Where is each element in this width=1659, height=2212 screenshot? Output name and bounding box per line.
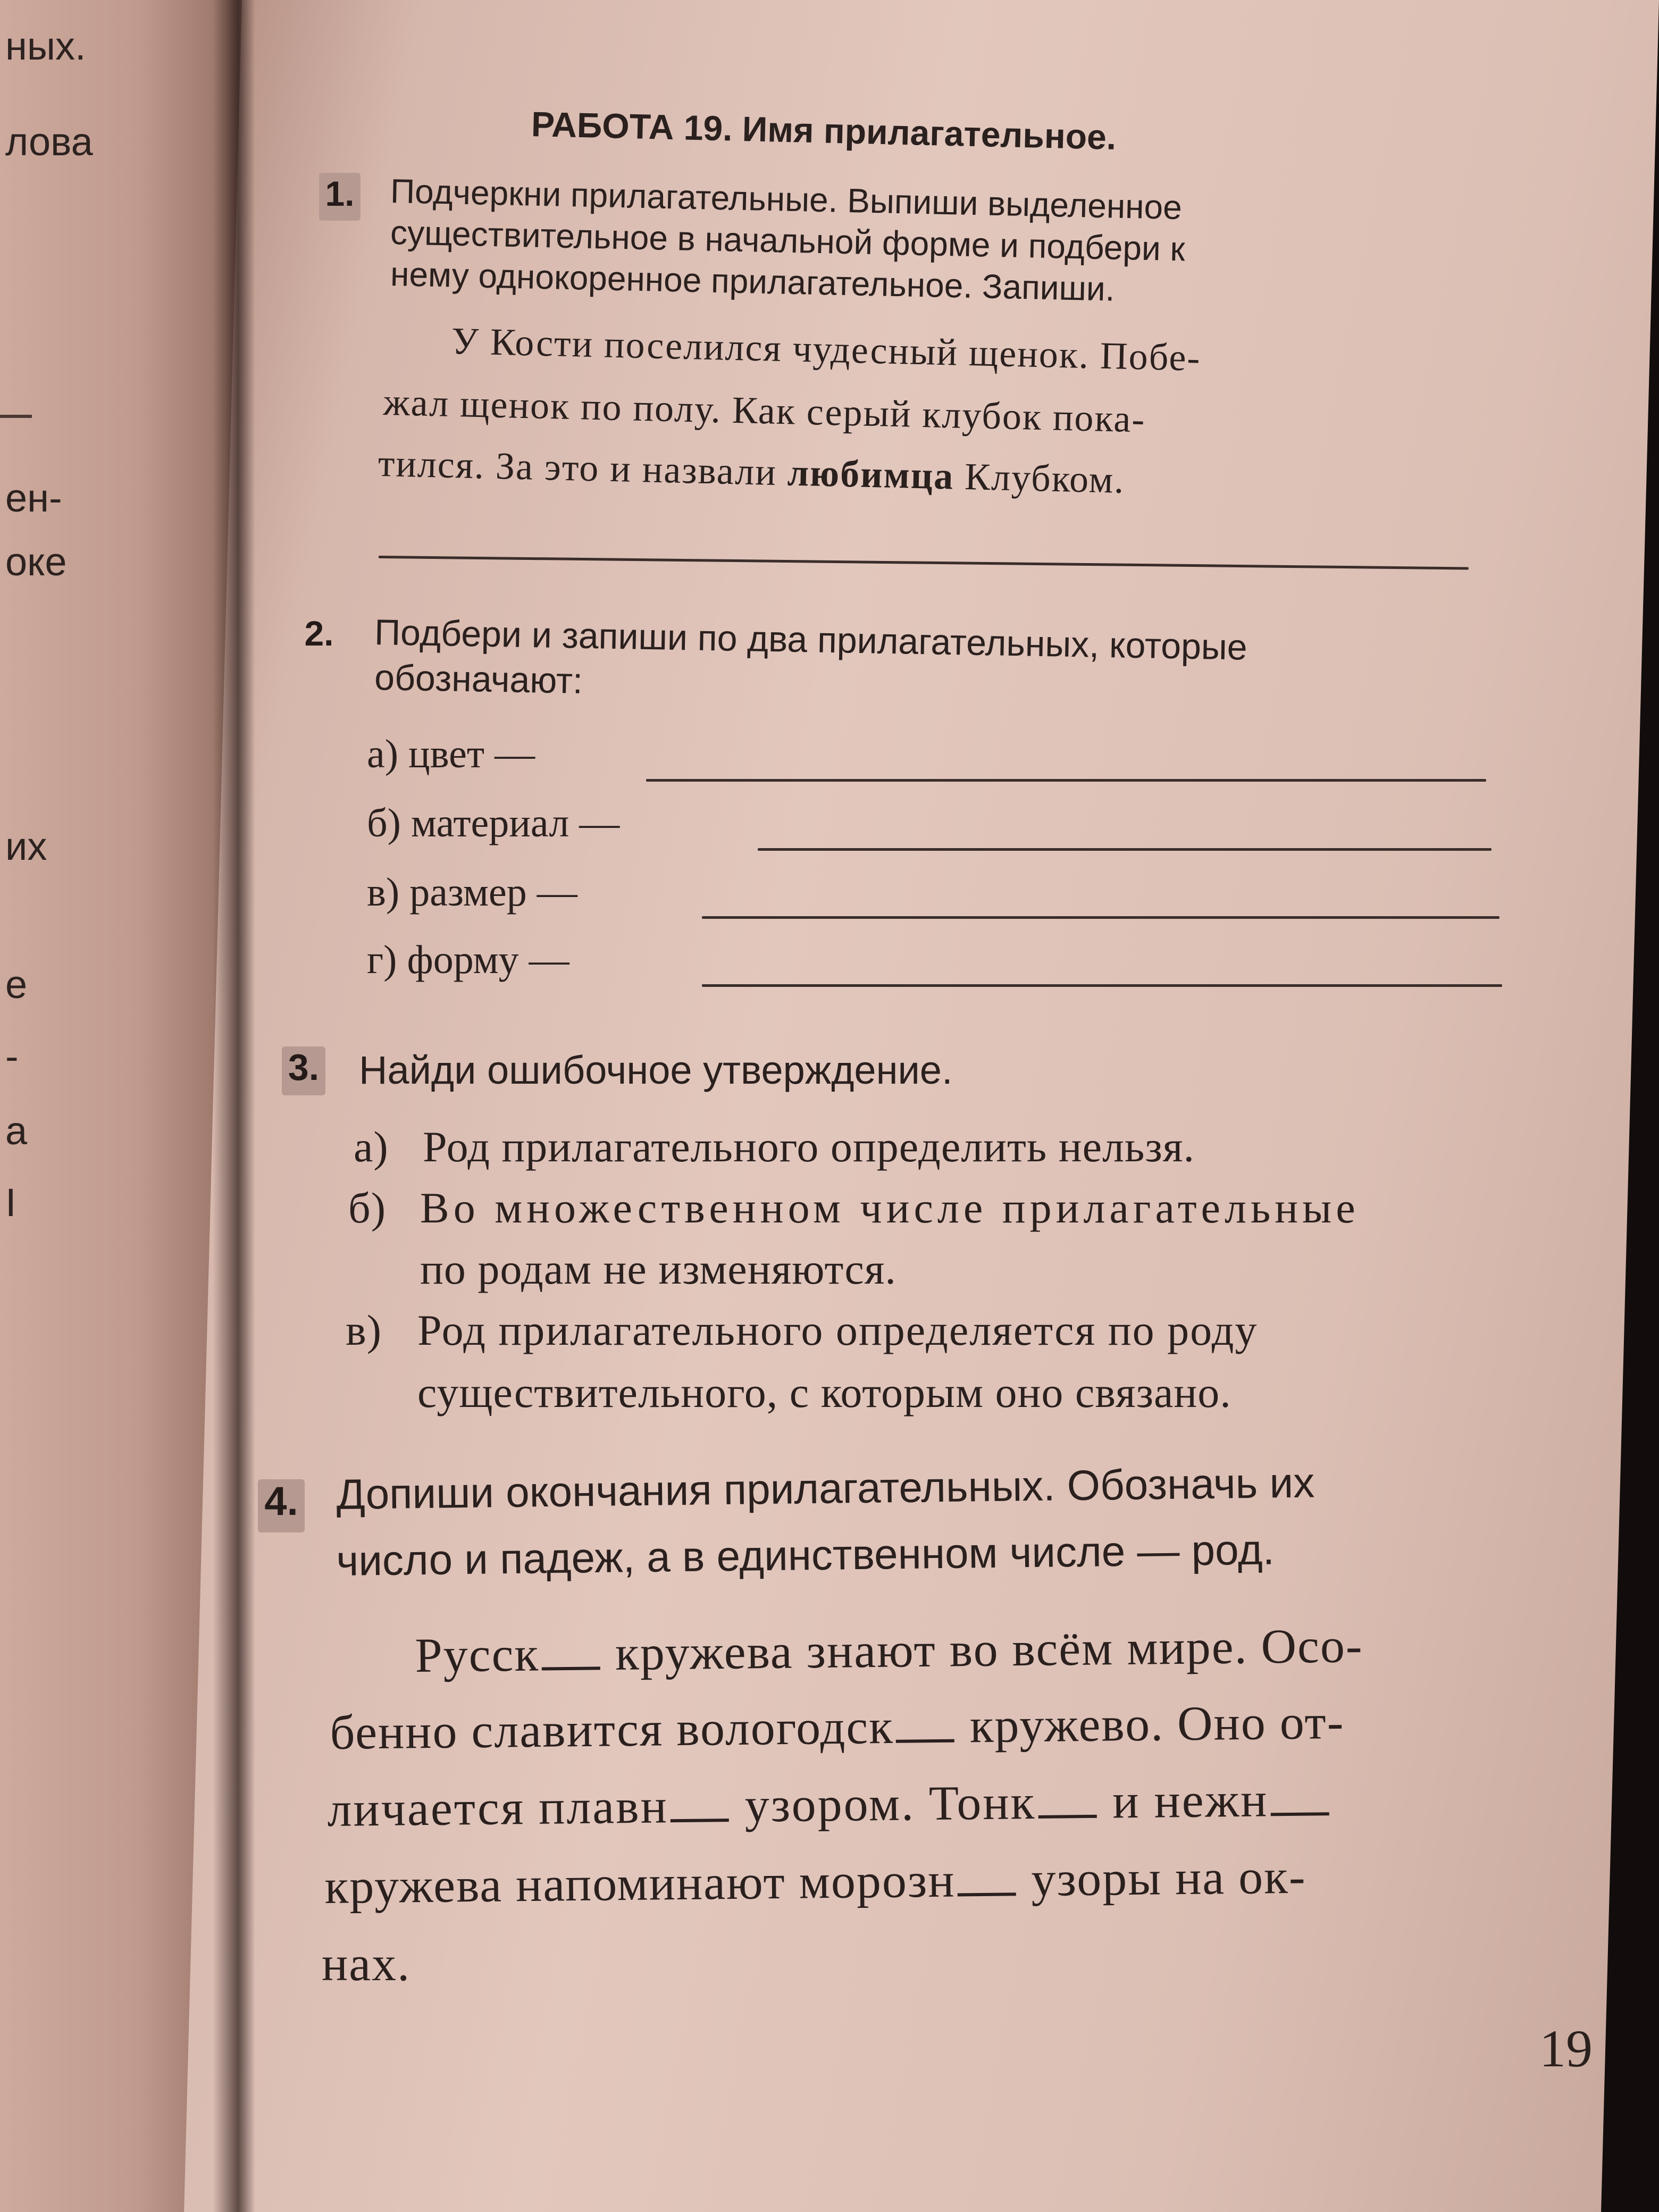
left-fragment: е xyxy=(5,962,28,1007)
option-c-text: Род прилагательного определяется по роду xyxy=(417,1306,1258,1354)
task-2-number: 2. xyxy=(304,614,334,653)
text-line: нах. xyxy=(322,1937,411,1991)
blank[interactable] xyxy=(958,1892,1016,1896)
option-a-text: Род прилагательного определить нельзя. xyxy=(423,1122,1195,1171)
text-line xyxy=(327,1771,1331,1838)
left-fragment: - xyxy=(5,1034,19,1078)
text-segment: Русск xyxy=(415,1627,540,1682)
text-segment: и нежн xyxy=(1112,1772,1269,1829)
left-fragment: оке xyxy=(5,540,67,584)
blank[interactable] xyxy=(1038,1815,1096,1819)
text-line: У Кости поселился чудесный щенок. Побе- xyxy=(451,319,1202,379)
answer-line-size[interactable] xyxy=(702,916,1499,919)
adjective-item-size: в) размер — xyxy=(367,870,577,915)
answer-line-color[interactable] xyxy=(646,779,1486,782)
blank[interactable] xyxy=(1271,1812,1329,1816)
adjective-item-shape: г) форму — xyxy=(367,937,569,982)
left-fragment: ных. xyxy=(5,24,86,68)
task-3-number: 3. xyxy=(282,1046,325,1095)
answer-line-shape[interactable] xyxy=(702,984,1502,987)
blank[interactable] xyxy=(541,1666,600,1670)
text-segment: кружево. Оно от- xyxy=(969,1695,1345,1753)
left-fragment: их xyxy=(5,824,47,868)
text-segment: личается плавн xyxy=(327,1779,669,1837)
option-a-label: а) xyxy=(354,1122,389,1171)
left-fragment: а xyxy=(5,1109,28,1153)
blank[interactable] xyxy=(671,1819,729,1822)
instruction-line: число и падеж, а в единственном числе — род. xyxy=(336,1526,1275,1585)
adjective-item-material: б) материал — xyxy=(367,801,620,845)
text-line xyxy=(324,1848,1306,1915)
option-b-text: по родам не изменяются. xyxy=(420,1245,896,1293)
text-line xyxy=(330,1694,1345,1761)
option-b-label: б) xyxy=(348,1184,387,1232)
text-segment: кружева напоминают морозн xyxy=(324,1853,956,1914)
left-fragment: I xyxy=(5,1180,16,1225)
text-segment: узоры на ок- xyxy=(1030,1849,1306,1907)
task-1-number: 1. xyxy=(319,173,361,221)
left-fragment: ен- xyxy=(5,476,62,520)
option-b-text: Во множественном числе прилагательные xyxy=(420,1184,1360,1232)
text-segment: кружева знают во всём мире. Осо- xyxy=(615,1618,1363,1681)
highlighted-word: любимца xyxy=(786,451,955,498)
answer-line[interactable] xyxy=(379,556,1469,569)
text-segment: узором. Тонк xyxy=(744,1775,1036,1832)
instruction-line: существительное в начальной форме и подбери к xyxy=(390,213,1186,269)
blank[interactable] xyxy=(896,1739,954,1743)
page-number: 19 xyxy=(1539,2019,1593,2078)
instruction-line: Подчеркни прилагательные. Выпиши выделенное xyxy=(390,171,1183,227)
page-title: РАБОТА 19. Имя прилагательное. xyxy=(531,104,1117,157)
instruction-line: Допиши окончания прилагательных. Обозначь их xyxy=(336,1459,1315,1518)
answer-line-material[interactable] xyxy=(758,848,1492,851)
option-c-label: в) xyxy=(346,1306,382,1354)
text-segment: Клубком. xyxy=(964,455,1126,501)
text-line-last xyxy=(378,441,1125,502)
adjective-item-color: а) цвет — xyxy=(367,732,535,776)
left-fragment: лова xyxy=(5,120,93,164)
text-line xyxy=(415,1617,1363,1683)
text-segment: бенно славится вологодск xyxy=(330,1699,894,1759)
instruction-line: Подбери и запиши по два прилагательных, которые xyxy=(374,611,1248,668)
task-4-number: 4. xyxy=(258,1479,305,1532)
text-line: жал щенок по полу. Как серый клубок пока- xyxy=(383,380,1146,441)
task-3-instruction: Найди ошибочное утверждение. xyxy=(359,1048,953,1092)
text-segment: тился. За это и назвали xyxy=(378,441,777,493)
option-c-text: существительного, с которым оно связано. xyxy=(417,1368,1231,1417)
instruction-line: нему однокоренное прилагательное. Запиши. xyxy=(390,254,1116,308)
instruction-line: обозначают: xyxy=(374,657,583,701)
